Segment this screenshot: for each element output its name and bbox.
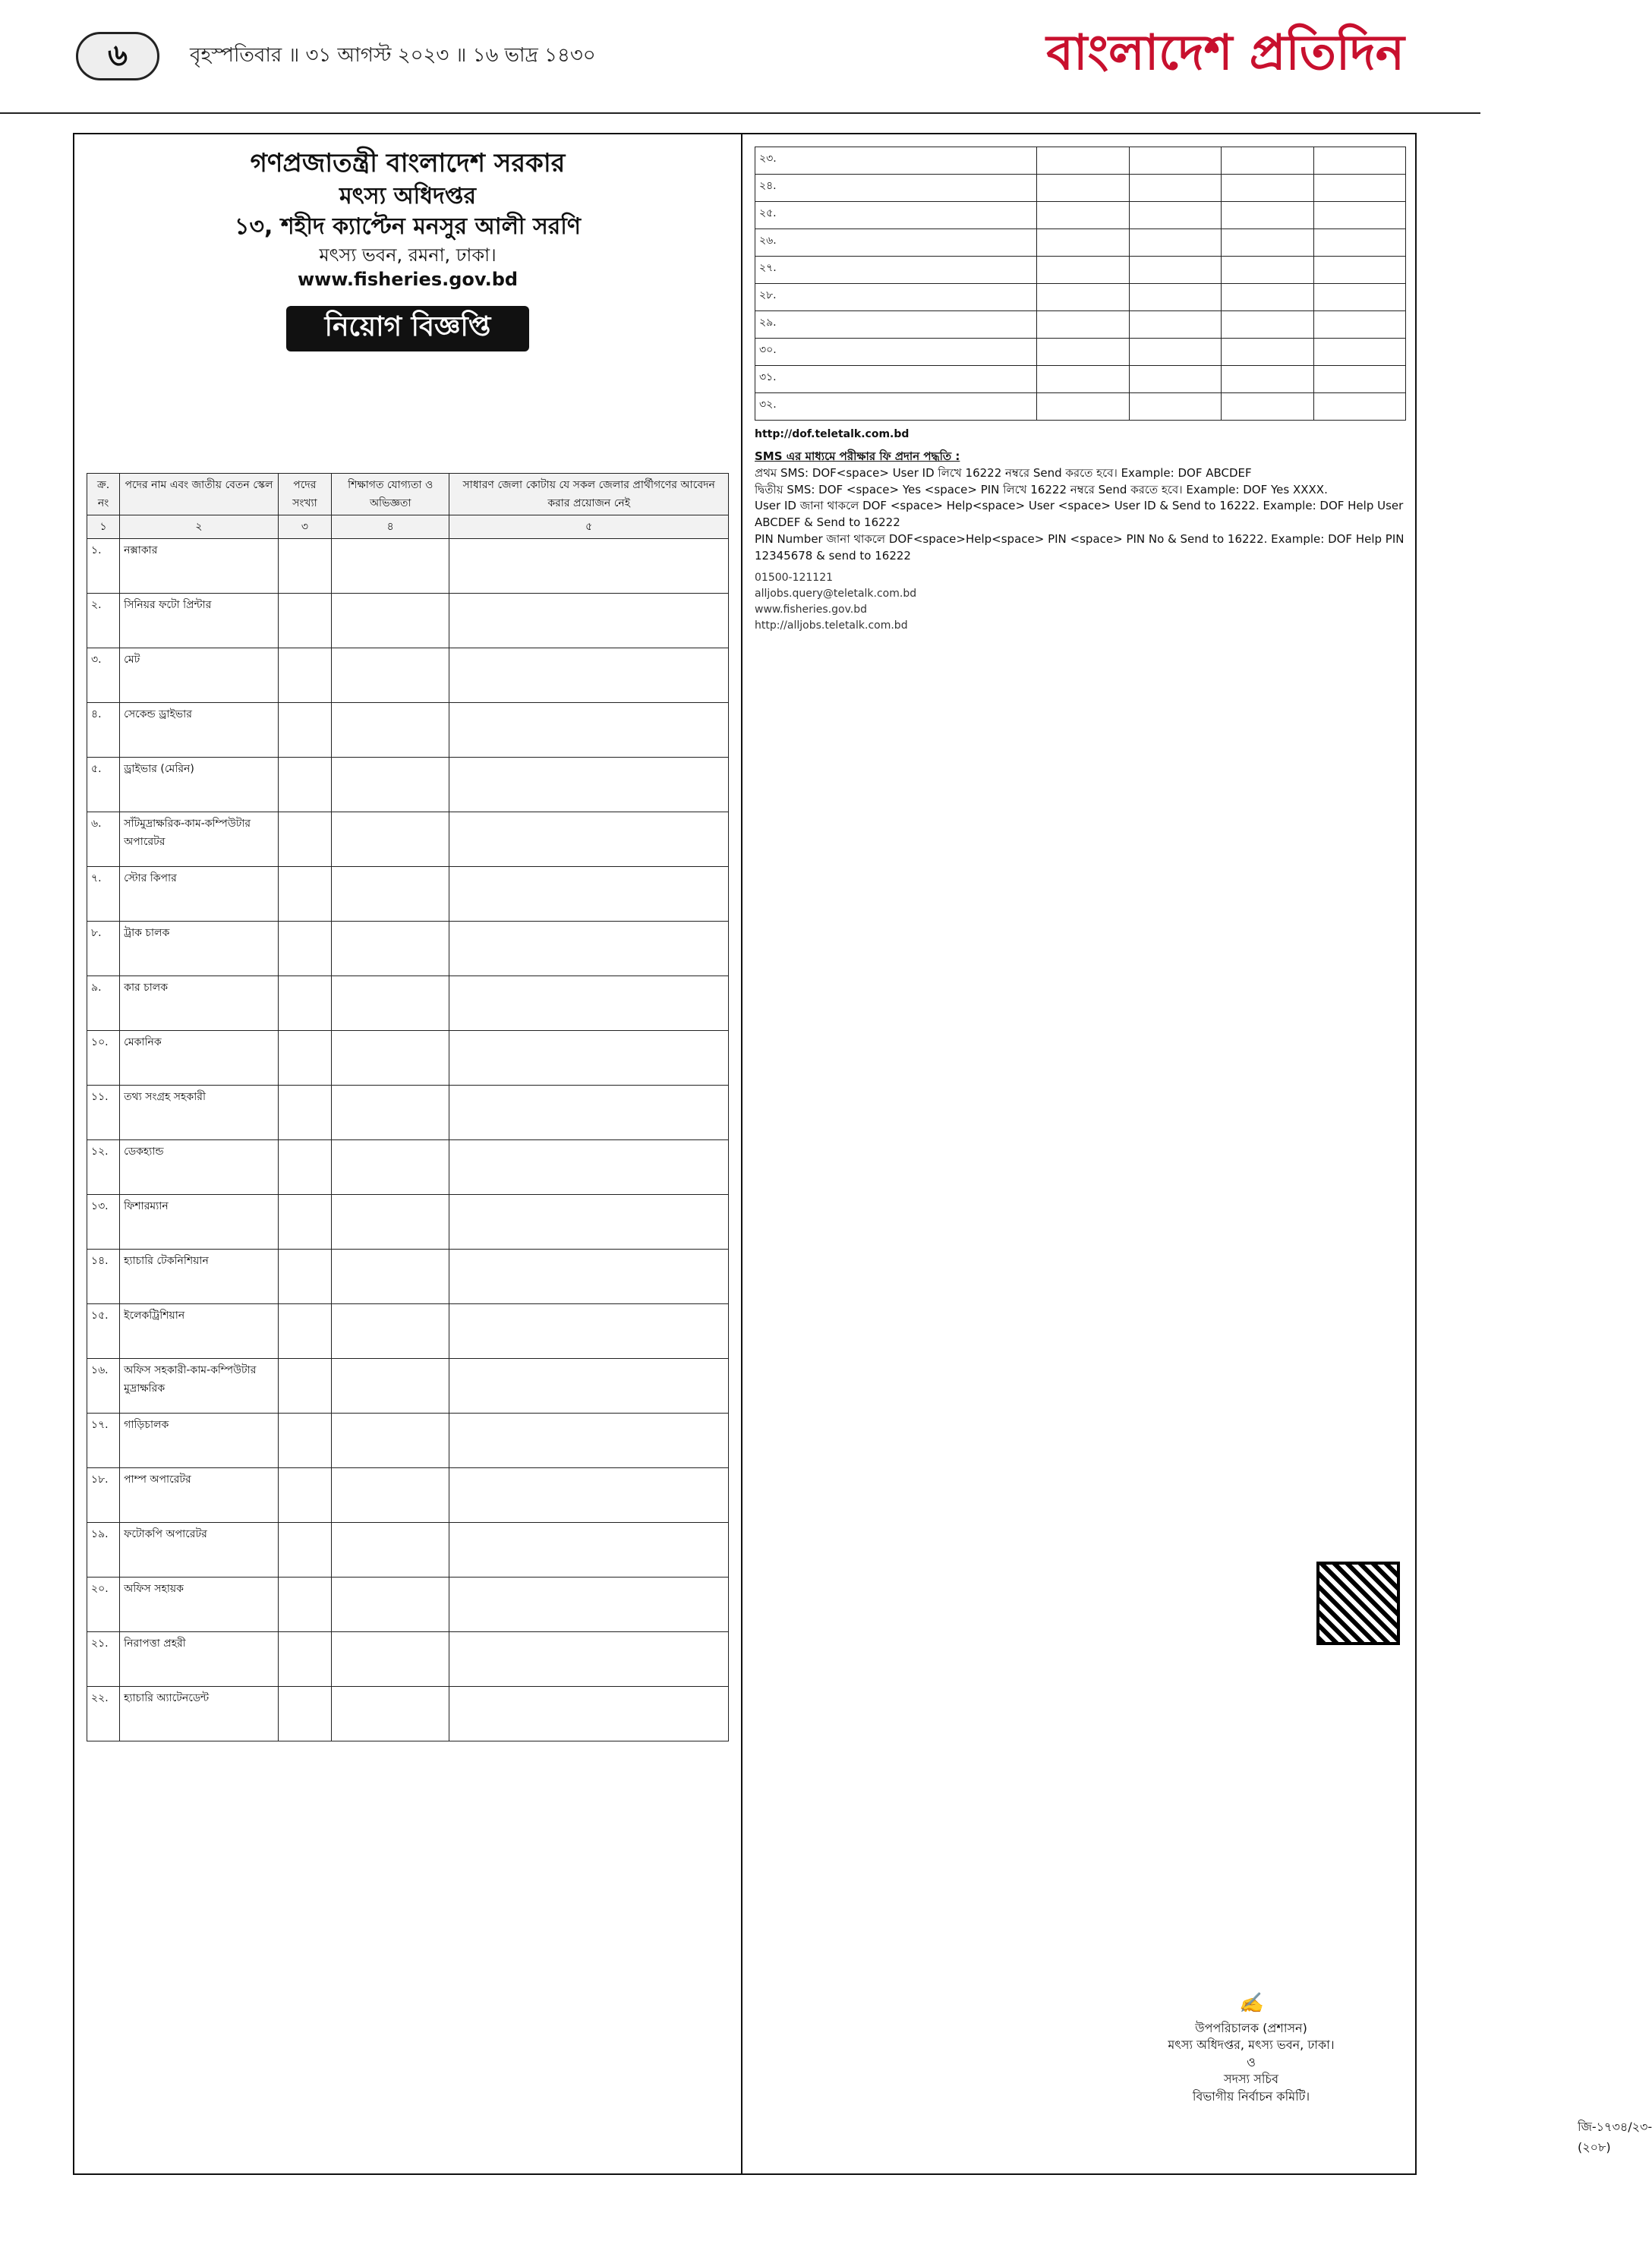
table-row — [755, 175, 1406, 202]
row-number: ৩২. — [755, 393, 1037, 421]
page-number: ৬ — [76, 32, 159, 80]
dateline: বৃহস্পতিবার ॥ ৩১ আগস্ট ২০২৩ ॥ ১৬ ভাদ্র ১৪৩০ — [190, 44, 596, 67]
table-cell — [278, 593, 331, 648]
table-cell — [1129, 147, 1221, 175]
table-row — [87, 757, 729, 812]
sms-heading: SMS এর মাধ্যমে পরীক্ষার ফি প্রদান পদ্ধতি : — [755, 449, 960, 463]
row-number: ১৪. — [87, 1249, 120, 1303]
signature-image: ✍ — [1238, 1992, 1264, 2016]
table-cell — [278, 1358, 331, 1413]
table-cell — [1222, 202, 1313, 229]
govt-name: গণপ্রজাতন্ত্রী বাংলাদেশ সরকার — [250, 148, 566, 178]
row-number: ১৫. — [87, 1303, 120, 1358]
row-number: ১৮. — [87, 1467, 120, 1522]
table-cell — [1129, 202, 1221, 229]
col-header: ক্র. নং — [87, 473, 120, 515]
row-number: ৫. — [87, 757, 120, 812]
address-line-2: মৎস্য ভবন, রমনা, ঢাকা। — [319, 244, 497, 266]
table-cell — [278, 702, 331, 757]
table-cell — [1313, 147, 1405, 175]
table-row — [87, 1631, 729, 1686]
table-cell — [1129, 175, 1221, 202]
post-name: স্টোর কিপার — [120, 866, 279, 921]
table-row — [755, 202, 1406, 229]
post-name: ফিশারম্যান — [120, 1194, 279, 1249]
table-cell — [449, 866, 729, 921]
table-cell — [1037, 257, 1129, 284]
table-cell — [278, 1631, 331, 1686]
post-name: গাড়িচালক — [120, 1413, 279, 1467]
row-number: ২২. — [87, 1686, 120, 1741]
row-number: ২৭. — [755, 257, 1037, 284]
table-cell — [1129, 311, 1221, 339]
row-number: ২৩. — [755, 147, 1037, 175]
post-name: ফটোকপি অপারেটর — [120, 1522, 279, 1577]
table-cell — [1222, 339, 1313, 366]
table-cell — [449, 1249, 729, 1303]
table-row — [755, 311, 1406, 339]
table-cell — [278, 1030, 331, 1085]
table-cell — [449, 648, 729, 702]
support-email[interactable]: alljobs.query@teletalk.com.bd — [755, 588, 917, 600]
table-row — [87, 1358, 729, 1413]
table-cell — [278, 538, 331, 593]
post-name: পাম্প অপারেটর — [120, 1467, 279, 1522]
posts-table-body — [87, 538, 729, 1741]
post-name: সিনিয়র ফটো প্রিন্টার — [120, 593, 279, 648]
table-row — [87, 1030, 729, 1085]
row-number: ২৫. — [755, 202, 1037, 229]
table-cell — [1129, 229, 1221, 257]
table-cell — [332, 1249, 449, 1303]
table-cell — [278, 648, 331, 702]
row-number: ১২. — [87, 1139, 120, 1194]
table-cell — [1313, 393, 1405, 421]
sms-help-pin: PIN Number জানা থাকলে DOF<space>Help<space> PIN <space> PIN No & Send to 16222. Example: DOF Help PIN 12345678 & send to 16222 — [755, 531, 1405, 563]
table-row — [755, 339, 1406, 366]
alljobs-link[interactable]: http://alljobs.teletalk.com.bd — [755, 619, 908, 632]
table-cell — [278, 1249, 331, 1303]
post-name: অফিস সহায়ক — [120, 1577, 279, 1631]
row-number: ২৪. — [755, 175, 1037, 202]
table-cell — [332, 1686, 449, 1741]
col-number: ৫ — [449, 515, 729, 538]
table-row — [87, 1686, 729, 1741]
row-number: ৪. — [87, 702, 120, 757]
designation: উপপরিচালক (প্রশাসন) — [1195, 2021, 1307, 2036]
col-number: ৪ — [332, 515, 449, 538]
row-number: ৮. — [87, 921, 120, 976]
row-number: ১৬. — [87, 1358, 120, 1413]
post-name: সাঁটমুদ্রাক্ষরিক-কাম-কম্পিউটার অপারেটর — [120, 812, 279, 866]
table-cell — [278, 1686, 331, 1741]
row-number: ২. — [87, 593, 120, 648]
row-number: ১০. — [87, 1030, 120, 1085]
row-number: ১১. — [87, 1085, 120, 1139]
table-cell — [332, 1194, 449, 1249]
table-row — [87, 1249, 729, 1303]
intro-paragraph — [87, 359, 729, 473]
table-row — [87, 702, 729, 757]
contact-block — [755, 570, 1406, 634]
table-cell — [449, 1686, 729, 1741]
table-cell — [1222, 366, 1313, 393]
post-name: সেকেন্ড ড্রাইভার — [120, 702, 279, 757]
row-number: ২৯. — [755, 311, 1037, 339]
table-cell — [449, 1631, 729, 1686]
table-cell — [1037, 147, 1129, 175]
table-cell — [449, 1413, 729, 1467]
table-cell — [1313, 175, 1405, 202]
table-cell — [449, 812, 729, 866]
table-cell — [278, 1467, 331, 1522]
table-cell — [278, 976, 331, 1030]
table-cell — [278, 757, 331, 812]
instructions-block — [755, 427, 1406, 443]
row-number: ৬. — [87, 812, 120, 866]
table-cell — [1313, 366, 1405, 393]
table-cell — [449, 1358, 729, 1413]
table-row — [755, 393, 1406, 421]
row-number: ২০. — [87, 1577, 120, 1631]
table-cell — [449, 1030, 729, 1085]
col-header: সাধারণ জেলা কোটায় যে সকল জেলার প্রার্থীগণের আবেদন করার প্রয়োজন নেই — [449, 473, 729, 515]
post-name: ইলেকট্রিশিয়ান — [120, 1303, 279, 1358]
table-cell — [449, 757, 729, 812]
table-cell — [332, 702, 449, 757]
table-row — [87, 1467, 729, 1522]
table-cell — [278, 1085, 331, 1139]
table-row — [87, 976, 729, 1030]
row-number: ৯. — [87, 976, 120, 1030]
table-row — [755, 257, 1406, 284]
table-cell — [332, 1030, 449, 1085]
left-column — [74, 134, 742, 2173]
notice-title: নিয়োগ বিজ্ঞপ্তি — [286, 306, 529, 351]
post-name: কার চালক — [120, 976, 279, 1030]
table-row — [87, 593, 729, 648]
table-cell — [1313, 229, 1405, 257]
row-number: ১৭. — [87, 1413, 120, 1467]
row-number: ২৬. — [755, 229, 1037, 257]
table-cell — [449, 921, 729, 976]
table-cell — [1037, 311, 1129, 339]
table-cell — [278, 1194, 331, 1249]
table-cell — [449, 1194, 729, 1249]
table-cell — [278, 1139, 331, 1194]
table-cell — [332, 1413, 449, 1467]
conjunction: ও — [1247, 2054, 1256, 2069]
advertisement-frame — [73, 133, 1652, 2175]
table-cell — [332, 1303, 449, 1358]
fisheries-link[interactable]: www.fisheries.gov.bd — [755, 604, 867, 616]
table-cell — [332, 1631, 449, 1686]
committee-name: বিভাগীয় নির্বাচন কমিটি। — [1192, 2088, 1310, 2104]
table-cell — [1037, 393, 1129, 421]
col-number: ৩ — [278, 515, 331, 538]
table-cell — [278, 812, 331, 866]
newspaper-logo: বাংলাদেশ প্রতিদিন — [1046, 24, 1405, 81]
table-cell — [332, 921, 449, 976]
committee-role: সদস্য সচিব — [1224, 2072, 1278, 2087]
qr-code-icon — [1316, 1562, 1400, 1645]
teletalk-link[interactable]: http://dof.teletalk.com.bd — [755, 428, 910, 440]
table-cell — [332, 1522, 449, 1577]
sms-first: প্রথম SMS: DOF<space> User ID লিখে 16222 নম্বরে Send করতে হবে। Example: DOF ABCDEF — [755, 465, 1252, 480]
table-row — [87, 866, 729, 921]
table-cell — [1037, 202, 1129, 229]
table-cell — [332, 648, 449, 702]
table-cell — [449, 1303, 729, 1358]
table-row — [87, 1522, 729, 1577]
table-cell — [1222, 311, 1313, 339]
table-cell — [1129, 393, 1221, 421]
right-column — [742, 134, 1652, 2173]
table-cell — [1037, 366, 1129, 393]
table-cell — [1037, 175, 1129, 202]
table-cell — [1037, 284, 1129, 311]
table-row — [87, 648, 729, 702]
table-row — [87, 538, 729, 593]
table-cell — [449, 702, 729, 757]
office-header — [87, 147, 729, 292]
row-number: ৩. — [87, 648, 120, 702]
col-header: পদের নাম এবং জাতীয় বেতন স্কেল — [120, 473, 279, 515]
table-cell — [1222, 229, 1313, 257]
col-header: পদের সংখ্যা — [278, 473, 331, 515]
post-name: ডেকহ্যান্ড — [120, 1139, 279, 1194]
post-name: মেট — [120, 648, 279, 702]
table-cell — [1129, 284, 1221, 311]
table-cell — [278, 1413, 331, 1467]
table-cell — [1037, 339, 1129, 366]
department-name: মৎস্য অধিদপ্তর — [339, 182, 476, 210]
table-cell — [332, 757, 449, 812]
table-cell — [1129, 366, 1221, 393]
row-number: ১৩. — [87, 1194, 120, 1249]
signature-block — [1130, 1990, 1373, 2105]
posts-table-continued — [755, 147, 1406, 421]
table-row — [755, 147, 1406, 175]
table-cell — [1129, 339, 1221, 366]
sms-instructions — [755, 449, 1406, 564]
table-cell — [1313, 339, 1405, 366]
post-name: ড্রাইভার (মেরিন) — [120, 757, 279, 812]
table-row — [755, 229, 1406, 257]
table-cell — [332, 1467, 449, 1522]
table-cell — [332, 812, 449, 866]
table-cell — [332, 1577, 449, 1631]
table-cell — [449, 593, 729, 648]
table-row — [87, 921, 729, 976]
table-cell — [278, 1577, 331, 1631]
table-cell — [1313, 284, 1405, 311]
table-cell — [449, 1577, 729, 1631]
table-row — [87, 812, 729, 866]
table-cell — [1222, 257, 1313, 284]
table-cell — [1037, 229, 1129, 257]
table-cell — [278, 1522, 331, 1577]
table-cell — [332, 593, 449, 648]
table-cell — [332, 1085, 449, 1139]
table-cell — [278, 866, 331, 921]
table-row — [755, 284, 1406, 311]
table-cell — [449, 1139, 729, 1194]
row-number: ২১. — [87, 1631, 120, 1686]
table-cell — [1313, 202, 1405, 229]
address-line: ১৩, শহীদ ক্যাপ্টেন মনসুর আলী সরণি — [235, 213, 581, 241]
table-cell — [278, 1303, 331, 1358]
row-number: ১৯. — [87, 1522, 120, 1577]
helpline-phone: 01500-121121 — [755, 572, 834, 585]
table-cell — [1313, 311, 1405, 339]
table-cell — [332, 1139, 449, 1194]
table-cell — [1222, 284, 1313, 311]
row-number: ৩০. — [755, 339, 1037, 366]
post-name: ট্রাক চালক — [120, 921, 279, 976]
table-cell — [278, 921, 331, 976]
website-link[interactable]: www.fisheries.gov.bd — [297, 269, 519, 291]
post-name: অফিস সহকারী-কাম-কম্পিউটার মুদ্রাক্ষরিক — [120, 1358, 279, 1413]
row-number: ১. — [87, 538, 120, 593]
table-cell — [449, 1467, 729, 1522]
row-number: ২৮. — [755, 284, 1037, 311]
table-row — [87, 1303, 729, 1358]
table-cell — [1313, 257, 1405, 284]
table-row — [87, 1085, 729, 1139]
row-number: ৭. — [87, 866, 120, 921]
table-cell — [449, 1522, 729, 1577]
table-cell — [332, 976, 449, 1030]
office: মৎস্য অধিদপ্তর, মৎস্য ভবন, ঢাকা। — [1168, 2038, 1335, 2053]
table-cell — [332, 1358, 449, 1413]
table-row — [755, 366, 1406, 393]
table-cell — [449, 538, 729, 593]
sms-help-user: User ID জানা থাকলে DOF <space> Help<space> User <space> User ID & Send to 16222. Example: DOF Help User ABCDEF & Send to 16222 — [755, 499, 1404, 529]
col-number: ২ — [120, 515, 279, 538]
table-cell — [449, 976, 729, 1030]
post-name: হ্যাচারি অ্যাটেনডেন্ট — [120, 1686, 279, 1741]
post-name: হ্যাচারি টেকনিশিয়ান — [120, 1249, 279, 1303]
table-cell — [1129, 257, 1221, 284]
post-name: নক্সাকার — [120, 538, 279, 593]
table-cell — [332, 866, 449, 921]
table-row — [87, 1139, 729, 1194]
table-row — [87, 1413, 729, 1467]
post-name: তথ্য সংগ্রহ সহকারী — [120, 1085, 279, 1139]
post-name: নিরাপত্তা প্রহরী — [120, 1631, 279, 1686]
sms-second: দ্বিতীয় SMS: DOF <space> Yes <space> PIN লিখে 16222 নম্বরে Send করতে হবে। Example: DOF Yes XXXX. — [755, 482, 1328, 496]
posts-table — [87, 473, 729, 1741]
col-header: শিক্ষাগত যোগ্যতা ও অভিজ্ঞতা — [332, 473, 449, 515]
table-cell — [1222, 175, 1313, 202]
table-cell — [332, 538, 449, 593]
table-row — [87, 1194, 729, 1249]
table-row — [87, 1577, 729, 1631]
table-cell — [1222, 147, 1313, 175]
table-cell — [1222, 393, 1313, 421]
table-cell — [449, 1085, 729, 1139]
col-number: ১ — [87, 515, 120, 538]
footer-code: জি-১৭৩৪/২৩-(২০৮) — [1578, 2120, 1652, 2154]
masthead — [0, 0, 1480, 114]
post-name: মেকানিক — [120, 1030, 279, 1085]
row-number: ৩১. — [755, 366, 1037, 393]
